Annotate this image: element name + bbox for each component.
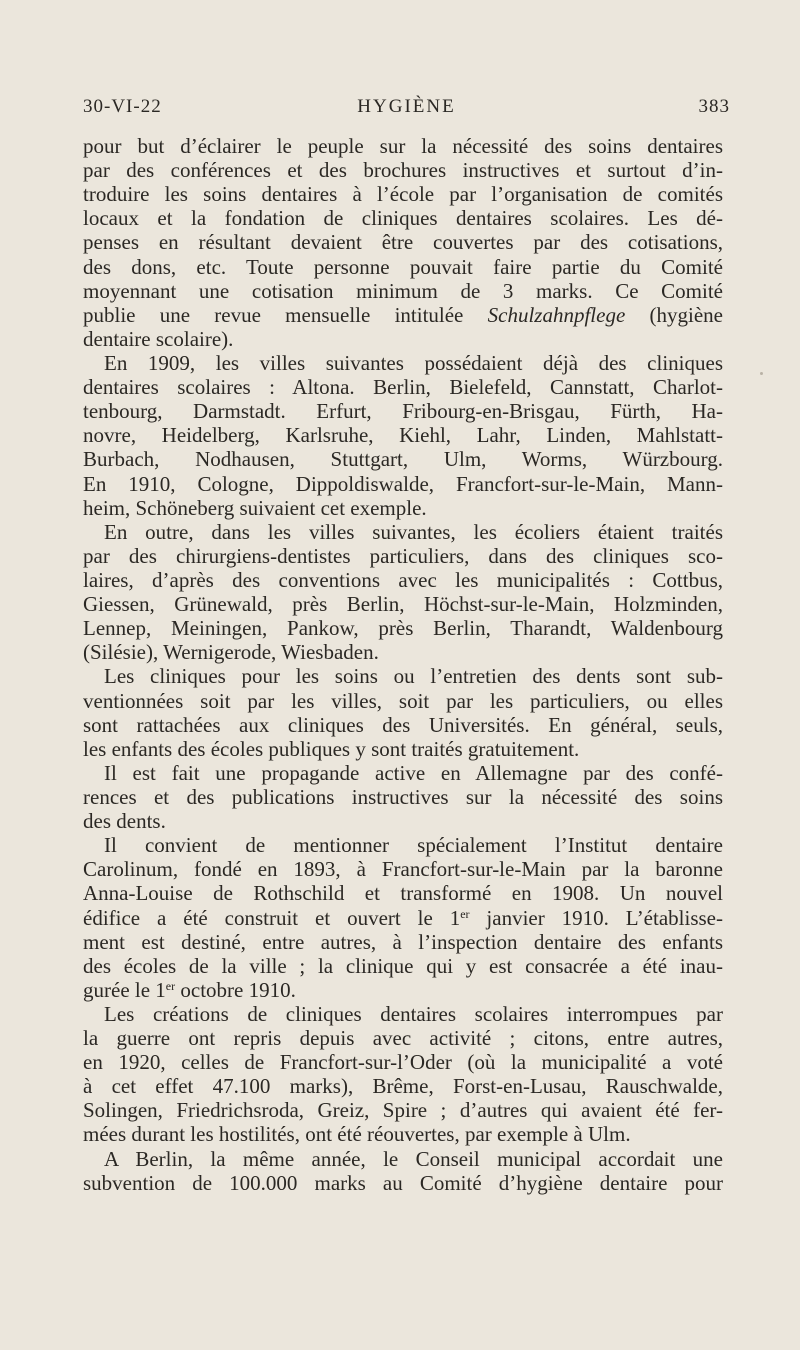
text-line: en 1920, celles de Francfort-sur-l’Oder (où la municipalité a voté <box>83 1050 723 1075</box>
text-line: à cet effet 47.100 marks), Brême, Forst-en-Lusau, Rauschwalde, <box>83 1074 723 1099</box>
text-line: En outre, dans les villes suivantes, les écoliers étaient traités <box>104 519 723 544</box>
text-line: tenbourg, Darmstadt. Erfurt, Fribourg-en-Brisgau, Fürth, Ha- <box>83 399 723 424</box>
text-line: les enfants des écoles publiques y sont traités gratuitement. <box>83 736 580 761</box>
text-line: penses en résultant devaient être couvertes par des cotisations, <box>83 230 723 255</box>
text-line: mées durant les hostilités, ont été réouvertes, par exemple à Ulm. <box>83 1122 631 1147</box>
text-line: moyennant une cotisation minimum de 3 marks. Ce Comité <box>83 278 723 303</box>
text-line: troduire les soins dentaires à l’école par l’organisation de comités <box>83 182 723 207</box>
superscript: er <box>460 906 470 921</box>
text-line: sont rattachées aux cliniques des Universités. En général, seuls, <box>83 712 723 737</box>
header-date: 30-VI-22 <box>83 96 162 117</box>
text-line: dentaires scolaires : Altona. Berlin, Bielefeld, Cannstatt, Charlot- <box>83 375 723 400</box>
text-line: laires, d’après des conventions avec les municipalités : Cottbus, <box>83 567 723 592</box>
text-line: des dons, etc. Toute personne pouvait faire partie du Comité <box>83 254 723 279</box>
text-line: la guerre ont repris depuis avec activité ; citons, entre autres, <box>83 1026 723 1051</box>
text-line: (Silésie), Wernigerode, Wiesbaden. <box>83 640 379 665</box>
text-line: Solingen, Friedrichsroda, Greiz, Spire ; d’autres qui avaient été fer- <box>83 1098 723 1123</box>
text-line: En 1910, Cologne, Dippoldiswalde, Francfort-sur-le-Main, Mann- <box>83 471 723 496</box>
text-line: Anna-Louise de Rothschild et transformé en 1908. Un nouvel <box>83 881 723 906</box>
text-line: Il convient de mentionner spécialement l’Institut dentaire <box>104 833 723 858</box>
text-line: Carolinum, fondé en 1893, à Francfort-sur-le-Main par la baronne <box>83 857 723 882</box>
text-line: Les créations de cliniques dentaires scolaires interrompues par <box>104 1001 723 1026</box>
text-segment: janvier 1910. L’établisse- <box>469 905 723 930</box>
text-line <box>83 906 723 930</box>
text-segment: publie une revue mensuelle intitulée <box>83 302 488 327</box>
text-segment: gurée le 1 <box>83 977 166 1002</box>
text-line: subvention de 100.000 marks au Comité d’hygiène dentaire pour <box>83 1170 723 1195</box>
text-line: ventionnées soit par les villes, soit par les particuliers, ou elles <box>83 688 723 713</box>
text-segment: (hygiène <box>625 302 723 327</box>
header-title: HYGIÈNE <box>357 96 456 117</box>
text-line: par des conférences et des brochures instructives et surtout d’in- <box>83 158 723 183</box>
page-number: 383 <box>698 96 730 117</box>
text-line: Giessen, Grünewald, près Berlin, Höchst-sur-le-Main, Holzminden, <box>83 592 723 617</box>
text-line: Il est fait une propagande active en Allemagne par des confé- <box>104 760 723 785</box>
text-line: des écoles de la ville ; la clinique qui y est consacrée a été inau- <box>83 953 723 978</box>
text-line: Burbach, Nodhausen, Stuttgart, Ulm, Worms, Würzbourg. <box>83 447 723 472</box>
text-line: En 1909, les villes suivantes possédaient déjà des cliniques <box>104 350 723 375</box>
text-line <box>83 978 723 1002</box>
text-line: par des chirurgiens-dentistes particuliers, dans des cliniques sco- <box>83 543 723 568</box>
text-line: des dents. <box>83 809 166 834</box>
text-line: locaux et la fondation de cliniques dentaires scolaires. Les dé- <box>83 206 723 231</box>
text-segment: édifice a été construit et ouvert le 1 <box>83 905 461 930</box>
text-line: heim, Schöneberg suivaient cet exemple. <box>83 495 427 520</box>
specks <box>760 372 763 375</box>
text-line <box>83 303 723 327</box>
superscript: er <box>165 978 176 993</box>
text-line: dentaire scolaire). <box>83 326 234 351</box>
text-line: A Berlin, la même année, le Conseil municipal accordait une <box>104 1146 723 1171</box>
text-segment: octobre 1910. <box>175 977 296 1002</box>
text-line: ment est destiné, entre autres, à l’inspection dentaire des enfants <box>83 929 723 954</box>
text-line: Les cliniques pour les soins ou l’entretien des dents sont sub- <box>104 664 723 689</box>
text-line: pour but d’éclairer le peuple sur la nécessité des soins dentaires <box>83 134 723 158</box>
text-line: novre, Heidelberg, Karlsruhe, Kiehl, Lahr, Linden, Mahlstatt- <box>83 423 723 448</box>
text-line: rences et des publications instructives sur la nécessité des soins <box>83 784 723 809</box>
text-line: Lennep, Meiningen, Pankow, près Berlin, Tharandt, Waldenbourg <box>83 616 723 641</box>
italic-title: Schulzahnpflege <box>487 302 626 327</box>
body-text <box>83 134 723 1195</box>
running-header <box>83 96 730 124</box>
